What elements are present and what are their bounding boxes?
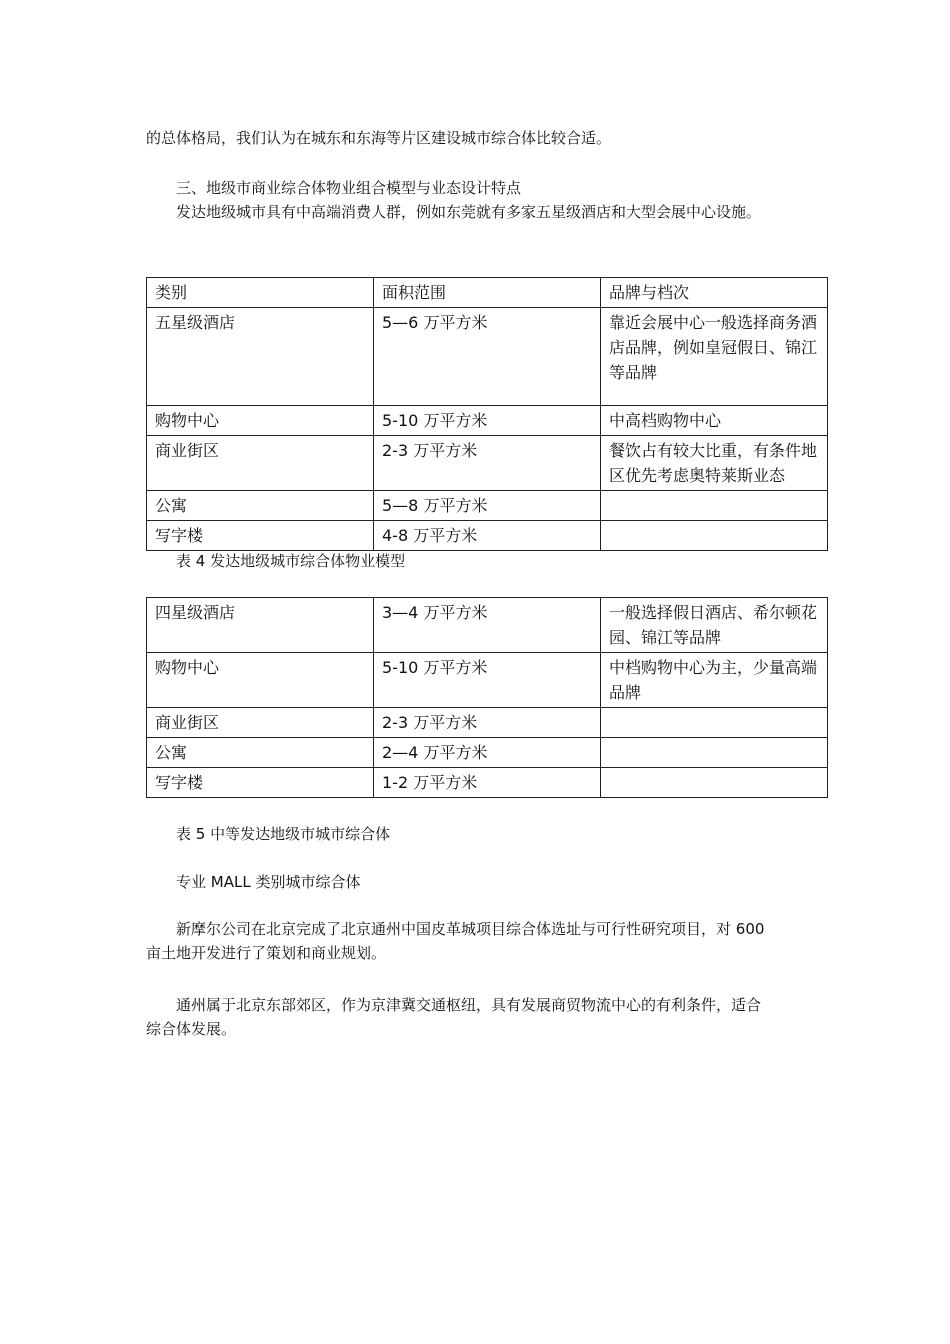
table-cell: 5—8 万平方米 [374,491,601,521]
table-row [147,708,828,738]
table-cell: 五星级酒店 [147,308,374,406]
paragraph-3: 发达地级城市具有中高端消费人群，例如东莞就有多家五星级酒店和大型会展中心设施。 [176,203,762,221]
table-cell [601,521,828,551]
table-cell [601,491,828,521]
table-row [147,738,828,768]
table-header-cell: 品牌与档次 [601,278,828,308]
table-cell [601,768,828,798]
table-cell: 一般选择假日酒店、希尔顿花园、锦江等品牌 [601,598,828,653]
table-cell: 公寓 [147,738,374,768]
table-header-cell: 类别 [147,278,374,308]
table-cell: 2—4 万平方米 [374,738,601,768]
table-row [147,521,828,551]
table-row [147,491,828,521]
paragraph-6-line-1: 通州属于北京东部郊区，作为京津冀交通枢纽，具有发展商贸物流中心的有利条件，适合 [176,996,762,1014]
paragraph-4: 专业 MALL 类别城市综合体 [176,873,361,891]
table-cell: 中档购物中心为主，少量高端品牌 [601,653,828,708]
table-cell: 2-3 万平方米 [374,436,601,491]
table-cell [601,708,828,738]
table-1 [146,277,828,551]
paragraph-5-line-2: 亩土地开发进行了策划和商业规划。 [146,944,387,962]
table-2 [146,597,828,798]
table-cell: 靠近会展中心一般选择商务酒店品牌，例如皇冠假日、锦江等品牌 [601,308,828,406]
table-2-caption: 表 5 中等发达地级市城市综合体 [176,825,391,843]
table-header-cell: 面积范围 [374,278,601,308]
table-row [147,598,828,653]
table-cell: 5-10 万平方米 [374,653,601,708]
table-cell: 写字楼 [147,768,374,798]
table-row [147,768,828,798]
table-cell: 中高档购物中心 [601,406,828,436]
table-cell: 3—4 万平方米 [374,598,601,653]
table-cell: 2-3 万平方米 [374,708,601,738]
table-cell: 四星级酒店 [147,598,374,653]
table-cell: 商业街区 [147,436,374,491]
table-1-caption: 表 4 发达地级城市综合体物业模型 [176,552,406,570]
table-cell: 5—6 万平方米 [374,308,601,406]
table-row [147,653,828,708]
table-cell: 公寓 [147,491,374,521]
section-heading: 三、地级市商业综合体物业组合模型与业态设计特点 [176,179,522,197]
table-cell: 4-8 万平方米 [374,521,601,551]
table-cell: 1-2 万平方米 [374,768,601,798]
table-row [147,406,828,436]
table-cell: 餐饮占有较大比重，有条件地区优先考虑奥特莱斯业态 [601,436,828,491]
table-row [147,436,828,491]
table-header-row [147,278,828,308]
table-row [147,308,828,406]
table-cell: 5-10 万平方米 [374,406,601,436]
table-cell: 购物中心 [147,406,374,436]
paragraph-6-line-2: 综合体发展。 [146,1020,237,1038]
table-cell: 商业街区 [147,708,374,738]
table-cell: 写字楼 [147,521,374,551]
paragraph-5-line-1: 新摩尔公司在北京完成了北京通州中国皮革城项目综合体选址与可行性研究项目，对 600 [176,920,765,938]
table-cell [601,738,828,768]
paragraph-1: 的总体格局，我们认为在城东和东海等片区建设城市综合体比较合适。 [146,129,612,147]
table-cell: 购物中心 [147,653,374,708]
